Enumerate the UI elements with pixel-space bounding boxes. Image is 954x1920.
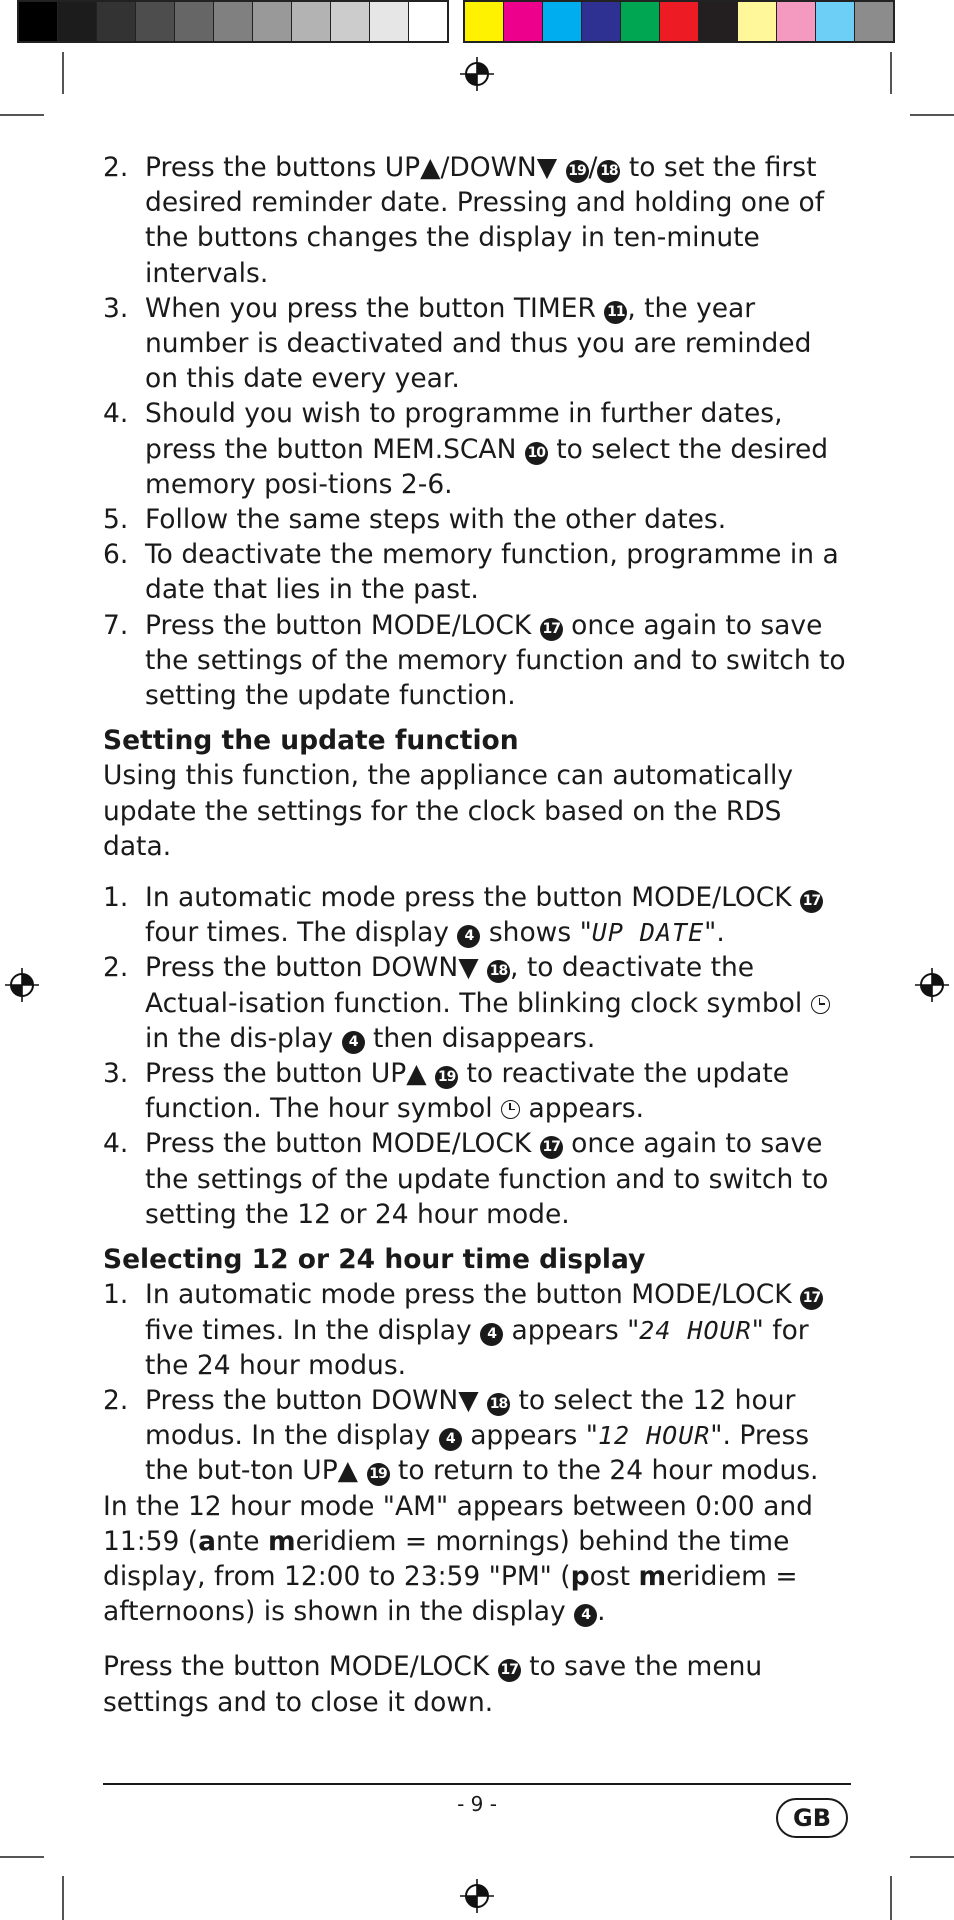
update-function-steps bbox=[103, 880, 851, 1232]
color-swatch bbox=[409, 2, 447, 41]
callout-number-17: 17 bbox=[800, 890, 823, 913]
callout-number-19: 19 bbox=[435, 1066, 458, 1089]
color-swatch bbox=[543, 2, 582, 41]
list-item-number: 2. bbox=[103, 152, 129, 183]
grayscale-swatches bbox=[17, 0, 449, 43]
list-item: 6. To deactivate the memory function, programme in a date that lies in the past. bbox=[103, 539, 839, 606]
am-pm-explanation: In the 12 hour mode "AM" appears between 0:00 and 11:59 (ante meridiem = mornings) behind the time display, from 12:00 to 23:59 "PM" (post meridiem = afternoons) is shown in the display 4 . bbox=[103, 1490, 813, 1628]
registration-mark-icon bbox=[5, 968, 39, 1002]
bold-letter: a bbox=[198, 1525, 217, 1557]
list-item: 3. Press the button UP▲ 19 to reactivate the update function. The hour symbol appears. bbox=[103, 1058, 790, 1125]
lcd-display-text: 12 HOUR bbox=[597, 1421, 711, 1451]
list-item-number: 4. bbox=[103, 1128, 129, 1160]
crop-mark bbox=[910, 114, 954, 116]
callout-number-4: 4 bbox=[480, 1323, 503, 1346]
callout-number-4: 4 bbox=[457, 925, 480, 948]
list-item-number: 7. bbox=[103, 609, 129, 641]
list-item: 7. Press the button MODE/LOCK 17 once again to save the settings of the memory function and to switch to setting the update function. bbox=[103, 609, 846, 712]
callout-number-18: 18 bbox=[487, 1393, 510, 1416]
language-badge: GB bbox=[776, 1798, 848, 1838]
callout-number-4: 4 bbox=[574, 1604, 597, 1627]
lcd-display-text: UP DATE bbox=[591, 918, 705, 948]
color-swatch bbox=[19, 2, 58, 41]
list-item: 2. Press the button DOWN▼ 18 to select the 12 hour modus. In the display 4 appears "12 HOUR". Press the but-ton UP▲ 19 to return to the 24 hour modus. bbox=[103, 1384, 819, 1487]
registration-mark-icon bbox=[915, 968, 949, 1002]
color-swatch bbox=[214, 2, 253, 41]
callout-number-4: 4 bbox=[342, 1031, 365, 1054]
update-function-intro: Using this function, the appliance can automatically update the settings for the clock based on the RDS data. bbox=[103, 760, 794, 862]
list-item: 2. Press the buttons UP▲/DOWN▼ 19 / 18 to set the first desired reminder date. Pressing and holding one of the buttons changes the display in ten-minute intervals. bbox=[103, 152, 825, 289]
color-swatch bbox=[855, 2, 893, 41]
color-swatch bbox=[97, 2, 136, 41]
color-swatch bbox=[136, 2, 175, 41]
list-item-number: 2. bbox=[103, 1384, 129, 1416]
list-item-number: 4. bbox=[103, 398, 129, 430]
footer-divider bbox=[103, 1783, 851, 1785]
callout-number-4: 4 bbox=[439, 1428, 462, 1451]
crop-mark bbox=[890, 1876, 892, 1920]
list-item: 1. In automatic mode press the button MODE/LOCK 17 four times. The display 4 shows "UP DATE". bbox=[103, 880, 851, 950]
crop-mark bbox=[62, 52, 64, 94]
color-swatch bbox=[58, 2, 97, 41]
color-swatch bbox=[660, 2, 699, 41]
color-swatch bbox=[582, 2, 621, 41]
color-swatch bbox=[699, 2, 738, 41]
callout-number-17: 17 bbox=[498, 1659, 521, 1682]
callout-number-11: 11 bbox=[604, 301, 627, 324]
list-item-number: 1. bbox=[103, 1279, 129, 1311]
list-item: 4. Press the button MODE/LOCK 17 once again to save the settings of the update function and to switch to setting the 12 or 24 hour mode. bbox=[103, 1128, 829, 1230]
list-item: 2. Press the button DOWN▼ 18 , to deactivate the Actual-isation function. The blinking clock symbol in the dis-play 4 then disappears. bbox=[103, 950, 851, 1056]
list-item: 1. In automatic mode press the button MODE/LOCK 17 five times. In the display 4 appears "24 HOUR" for the 24 hour modus. bbox=[103, 1277, 851, 1383]
list-item: 4. Should you wish to programme in further dates, press the button MEM.SCAN 10 to select the desired memory posi-tions 2-6. bbox=[103, 398, 829, 500]
color-swatch bbox=[292, 2, 331, 41]
registration-mark-icon bbox=[460, 1879, 494, 1913]
callout-number-10: 10 bbox=[525, 442, 548, 465]
list-item-number: 3. bbox=[103, 292, 129, 324]
color-swatch bbox=[331, 2, 370, 41]
time-display-steps bbox=[103, 1277, 851, 1488]
callout-number-18: 18 bbox=[597, 160, 620, 183]
crop-mark bbox=[910, 1856, 954, 1858]
list-item-number: 1. bbox=[103, 882, 129, 914]
list-item-number: 2. bbox=[103, 952, 129, 984]
manual-page-content bbox=[103, 150, 851, 1720]
list-item: 3. When you press the button TIMER 11 , the year number is deactivated and thus you are reminded on this date every year. bbox=[103, 292, 812, 395]
color-swatch bbox=[738, 2, 777, 41]
crop-mark bbox=[62, 1876, 64, 1920]
callout-number-17: 17 bbox=[540, 618, 563, 641]
bold-letter: m bbox=[638, 1560, 667, 1592]
section-heading-time-display: Selecting 12 or 24 hour time display bbox=[103, 1244, 646, 1276]
callout-number-17: 17 bbox=[540, 1136, 563, 1159]
list-item: 5. Follow the same steps with the other dates. bbox=[103, 502, 851, 537]
color-swatch bbox=[175, 2, 214, 41]
bold-letter: m bbox=[267, 1525, 296, 1557]
callout-number-17: 17 bbox=[800, 1287, 823, 1310]
color-swatch bbox=[777, 2, 816, 41]
crop-mark bbox=[0, 114, 44, 116]
color-swatch bbox=[253, 2, 292, 41]
list-item-number: 5. bbox=[103, 504, 129, 536]
section-heading-update-function: Setting the update function bbox=[103, 725, 519, 757]
callout-number-19: 19 bbox=[367, 1463, 390, 1486]
save-settings-note: Press the button MODE/LOCK 17 to save the menu settings and to close it down. bbox=[103, 1651, 763, 1718]
registration-mark-icon bbox=[460, 57, 494, 91]
clock-icon bbox=[811, 995, 830, 1014]
lcd-display-text: 24 HOUR bbox=[639, 1315, 752, 1345]
list-item-number: 3. bbox=[103, 1058, 129, 1090]
callout-number-19: 19 bbox=[566, 160, 589, 183]
clock-icon bbox=[501, 1100, 520, 1119]
memory-function-steps bbox=[103, 150, 851, 713]
color-swatches bbox=[463, 0, 895, 43]
callout-number-18: 18 bbox=[487, 960, 510, 983]
color-swatch bbox=[816, 2, 855, 41]
color-swatch bbox=[465, 2, 504, 41]
page-number: - 9 - bbox=[457, 1792, 497, 1816]
color-swatch bbox=[370, 2, 409, 41]
list-item-number: 6. bbox=[103, 539, 129, 571]
crop-mark bbox=[0, 1856, 44, 1858]
crop-mark bbox=[890, 52, 892, 94]
color-swatch bbox=[621, 2, 660, 41]
printer-color-bar bbox=[17, 0, 895, 43]
color-swatch bbox=[504, 2, 543, 41]
bold-letter: p bbox=[570, 1560, 590, 1592]
